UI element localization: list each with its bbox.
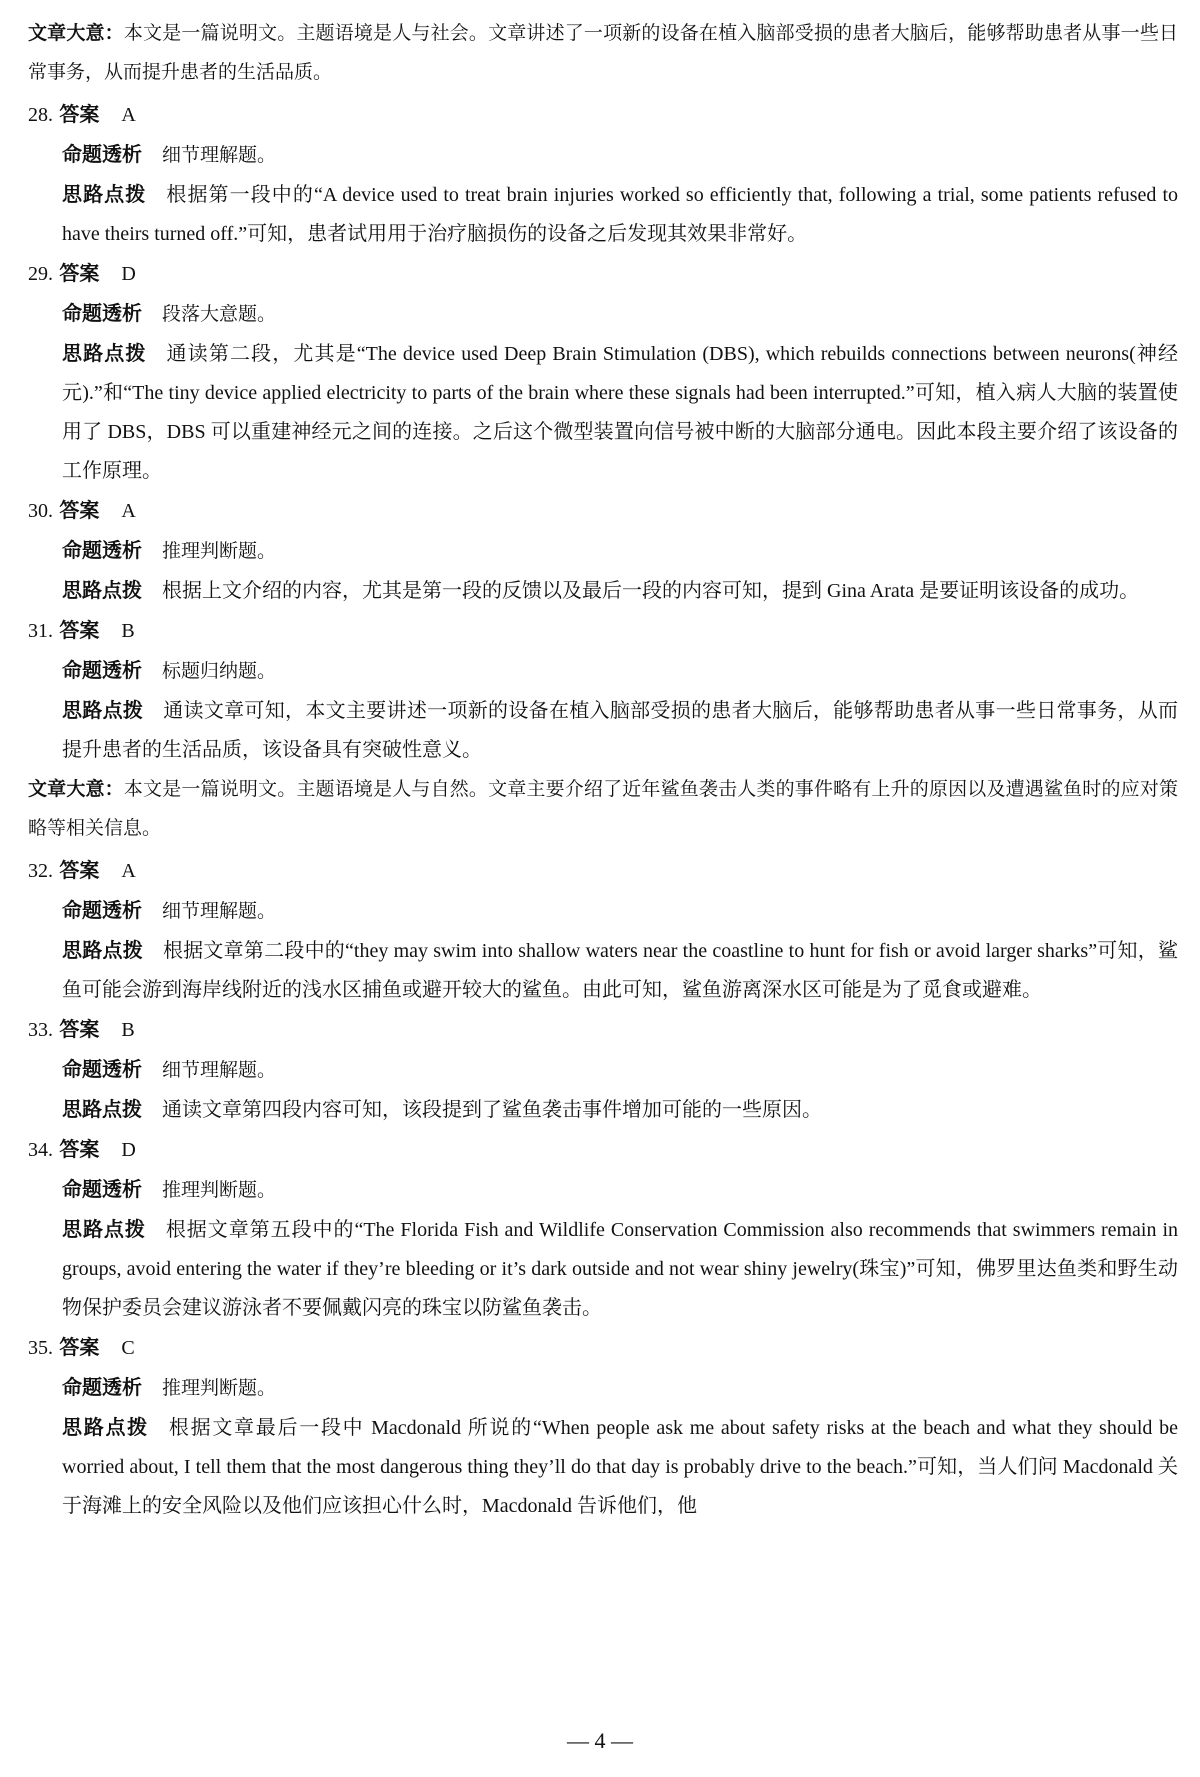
question-29	[28, 254, 1178, 491]
summary-label: 文章大意：	[28, 778, 124, 800]
answer-value: D	[121, 1139, 136, 1161]
answer-value: A	[121, 500, 136, 522]
hint-label: 思路点拨	[62, 1217, 146, 1241]
hint-text: 根据文章最后一段中 Macdonald 所说的“When people ask me about safety risks at the beach and what they should be worried about, I tell them that the most dangerous thing they’ll do that day is probably drive to the beach.”可知，当人们问 Macdonald 关于海滩上的安全风险以及他们应该担心什么时，Macdonald 告诉他们，他	[62, 1417, 1178, 1517]
hint-text: 根据文章第二段中的“they may swim into shallow waters near the coastline to hunt for fish or avoid larger sharks”可知，鲨鱼可能会游到海岸线附近的浅水区捕鱼或避开较大的鲨鱼。由此可知，鲨鱼游离深水区可能是为了觅食或避难。	[62, 940, 1178, 1001]
hint-label: 思路点拨	[62, 938, 143, 962]
question-34	[28, 1130, 1178, 1328]
hint-text: 根据文章第五段中的“The Florida Fish and Wildlife Conservation Commission also recommends that swimmers remain in groups, avoid entering the water if they’re bleeding or it’s dark outside and not wear shiny jewelry(珠宝)”可知，佛罗里达鱼类和野生动物保护委员会建议游泳者不要佩戴闪亮的珠宝以防鲨鱼袭击。	[62, 1219, 1179, 1319]
analysis-label: 命题透析	[62, 538, 142, 562]
question-type: 细节理解题。	[162, 144, 277, 166]
question-type: 推理判断题。	[162, 540, 277, 562]
answer-label: 答案	[59, 1017, 100, 1041]
question-number: 32.	[28, 860, 53, 882]
question-type: 细节理解题。	[162, 1059, 277, 1081]
question-35	[28, 1328, 1178, 1526]
article-summary-1	[28, 14, 1178, 92]
answer-label: 答案	[59, 1137, 100, 1161]
hint-label: 思路点拨	[62, 698, 144, 722]
answer-value: A	[121, 104, 136, 126]
question-type: 段落大意题。	[162, 303, 277, 325]
question-type: 推理判断题。	[162, 1179, 277, 1201]
analysis-label: 命题透析	[62, 1375, 142, 1399]
analysis-label: 命题透析	[62, 658, 142, 682]
answer-label: 答案	[59, 858, 100, 882]
hint-text: 根据第一段中的“A device used to treat brain injuries worked so efficiently that, following a trial, some patients refused to have theirs turned off.”可知，患者试用用于治疗脑损伤的设备之后发现其效果非常好。	[62, 184, 1179, 245]
question-28	[28, 95, 1178, 254]
answer-value: C	[121, 1337, 135, 1359]
answer-label: 答案	[59, 498, 100, 522]
answer-value: A	[121, 860, 136, 882]
hint-text: 通读文章第四段内容可知，该段提到了鲨鱼袭击事件增加可能的一些原因。	[162, 1099, 822, 1121]
document-page	[28, 14, 1178, 1526]
hint-label: 思路点拨	[62, 1415, 149, 1439]
hint-text: 通读文章可知，本文主要讲述一项新的设备在植入脑部受损的患者大脑后，能够帮助患者从事一些日常事务，从而提升患者的生活品质，该设备具有突破性意义。	[62, 700, 1179, 761]
summary-label: 文章大意：	[28, 22, 124, 44]
answer-label: 答案	[59, 102, 100, 126]
question-number: 34.	[28, 1139, 53, 1161]
analysis-label: 命题透析	[62, 1177, 142, 1201]
answer-label: 答案	[59, 1335, 100, 1359]
summary-text: 本文是一篇说明文。主题语境是人与社会。文章讲述了一项新的设备在植入脑部受损的患者大脑后，能够帮助患者从事一些日常事务，从而提升患者的生活品质。	[28, 22, 1178, 83]
hint-label: 思路点拨	[62, 1097, 142, 1121]
question-number: 35.	[28, 1337, 53, 1359]
question-type: 推理判断题。	[162, 1377, 277, 1399]
answer-label: 答案	[59, 261, 100, 285]
question-number: 31.	[28, 620, 53, 642]
analysis-label: 命题透析	[62, 142, 142, 166]
answer-label: 答案	[59, 618, 100, 642]
hint-text: 通读第二段，尤其是“The device used Deep Brain Stimulation (DBS), which rebuilds connections between neurons(神经元).”和“The tiny device applied electricity to parts of the brain where these signals had been interrupted.”可知，植入病人大脑的装置使用了 DBS，DBS 可以重建神经元之间的连接。之后这个微型装置向信号被中断的大脑部分通电。因此本段主要介绍了该设备的工作原理。	[62, 343, 1178, 482]
question-30	[28, 491, 1178, 611]
analysis-label: 命题透析	[62, 898, 142, 922]
answer-value: D	[121, 263, 136, 285]
analysis-label: 命题透析	[62, 1057, 142, 1081]
hint-text: 根据上文介绍的内容，尤其是第一段的反馈以及最后一段的内容可知，提到 Gina Arata 是要证明该设备的成功。	[162, 580, 1140, 602]
analysis-label: 命题透析	[62, 301, 142, 325]
question-number: 29.	[28, 263, 53, 285]
question-type: 标题归纳题。	[162, 660, 277, 682]
question-type: 细节理解题。	[162, 900, 277, 922]
article-summary-2	[28, 770, 1178, 848]
page-number: — 4 —	[567, 1728, 633, 1753]
question-number: 28.	[28, 104, 53, 126]
hint-label: 思路点拨	[62, 182, 147, 206]
answer-value: B	[121, 620, 135, 642]
summary-text: 本文是一篇说明文。主题语境是人与自然。文章主要介绍了近年鲨鱼袭击人类的事件略有上升的原因以及遭遇鲨鱼时的应对策略等相关信息。	[28, 778, 1178, 839]
hint-label: 思路点拨	[62, 578, 142, 602]
question-number: 33.	[28, 1019, 53, 1041]
question-32	[28, 851, 1178, 1010]
question-33	[28, 1010, 1178, 1130]
question-31	[28, 611, 1178, 770]
hint-label: 思路点拨	[62, 341, 147, 365]
answer-value: B	[121, 1019, 135, 1041]
question-number: 30.	[28, 500, 53, 522]
